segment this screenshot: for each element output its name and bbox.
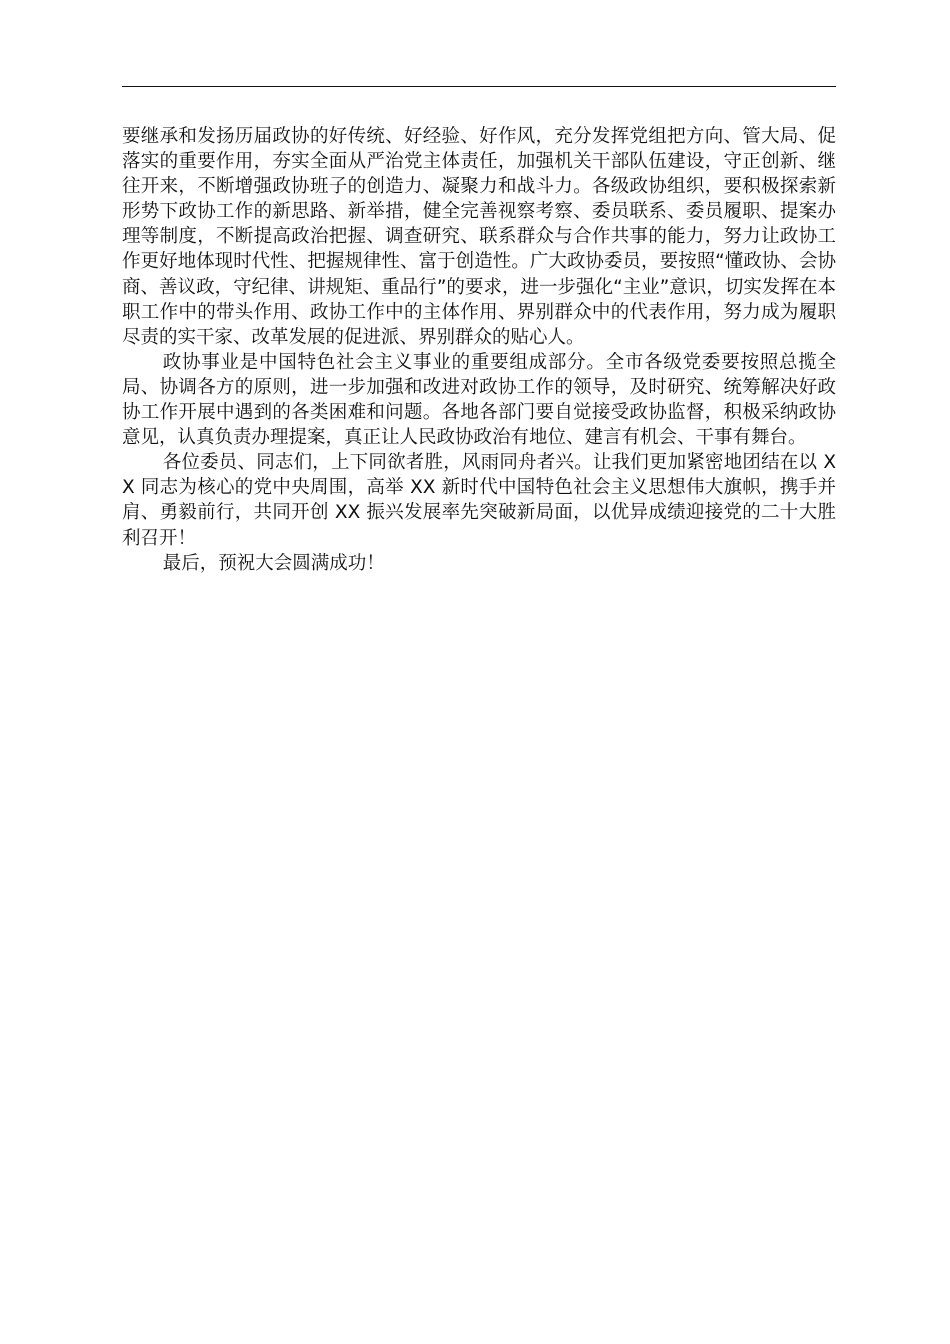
paragraph-1: 要继承和发扬历届政协的好传统、好经验、好作风，充分发挥党组把方向、管大局、促落实的重要作用，夯实全面从严治党主体责任，加强机关干部队伍建设，守正创新、继往开来，不断增强政协班子的创造力、凝聚力和战斗力。各级政协组织，要积极探索新形势下政协工作的新思路、新举措，健全完善视察考察、委员联系、委员履职、提案办理等制度，不断提高政治把握、调查研究、联系群众与合作共事的能力，努力让政协工作更好地体现时代性、把握规律性、富于创造性。广大政协委员，要按照“懂政协、会协商、善议政，守纪律、讲规矩、重品行”的要求，进一步强化“主业”意识，切实发挥在本职工作中的带头作用、政协工作中的主体作用、界别群众中的代表作用，努力成为履职尽责的实干家、改革发展的促进派、界别群众的贴心人。 — [122, 126, 836, 348]
header-rule — [122, 86, 836, 87]
paragraph-3: 各位委员、同志们，上下同欲者胜，风雨同舟者兴。让我们更加紧密地团结在以 XX 同志为核心的党中央周围，高举 XX 新时代中国特色社会主义思想伟大旗帜，携手并肩、勇毅前行，共同开创 XX 振兴发展率先突破新局面，以优异成绩迎接党的二十大胜利召开！ — [122, 452, 836, 549]
paragraph-2: 政协事业是中国特色社会主义事业的重要组成部分。全市各级党委要按照总揽全局、协调各方的原则，进一步加强和改进对政协工作的领导，及时研究、统筹解决好政协工作开展中遇到的各类困难和问题。各地各部门要自觉接受政协监督，积极采纳政协意见，认真负责办理提案，真正让人民政协政治有地位、建言有机会、干事有舞台。 — [122, 351, 836, 449]
paragraph-4: 最后，预祝大会圆满成功！ — [162, 552, 385, 574]
document-body — [122, 124, 836, 576]
